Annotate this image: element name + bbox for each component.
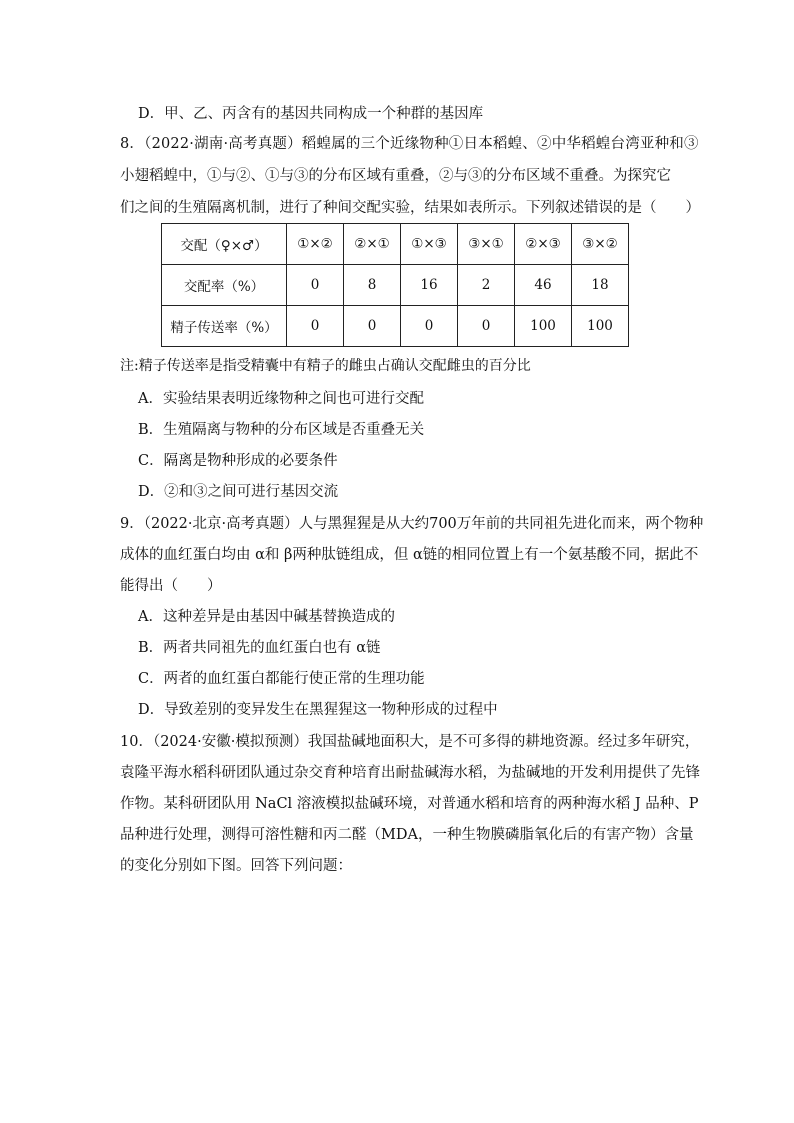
table-row-mating-rate bbox=[162, 265, 629, 306]
table-cell: 16 bbox=[401, 265, 458, 306]
table-column-header: ②×③ bbox=[515, 224, 572, 265]
q10-stem-line-4: 品种进行处理，测得可溶性糖和丙二醛（MDA，一种生物膜磷脂氧化后的有害产物）含量 bbox=[120, 827, 694, 843]
table-row-sperm-transfer-rate bbox=[162, 306, 629, 347]
q8-stem-line-3: 们之间的生殖隔离机制，进行了种间交配实验，结果如表所示。下列叙述错误的是（ ） bbox=[120, 200, 700, 216]
q8-stem-line-1: 8．（2022·湖南·高考真题）稻蝗属的三个近缘物种①日本稻蝗、②中华稻蝗台湾亚种和③ bbox=[120, 136, 699, 152]
q8-option-a: A．实验结果表明近缘物种之间也可进行交配 bbox=[138, 391, 424, 407]
q9-stem-line-3: 能得出（ ） bbox=[120, 578, 222, 594]
q9-option-d: D．导致差别的变异发生在黑猩猩这一物种形成的过程中 bbox=[138, 702, 498, 718]
q9-option-a: A．这种差异是由基因中碱基替换造成的 bbox=[138, 609, 395, 625]
table-cell: 0 bbox=[287, 265, 344, 306]
table-row-label: 交配率（%） bbox=[162, 265, 287, 306]
q10-stem-line-3: 作物。某科研团队用 NaCl 溶液模拟盐碱环境，对普通水稻和培育的两种海水稻 J 品种、P bbox=[120, 796, 699, 812]
table-header-label: 交配（♀×♂） bbox=[162, 224, 287, 265]
table-column-header: ③×② bbox=[572, 224, 629, 265]
q10-stem-line-5: 的变化分别如下图。回答下列问题： bbox=[120, 858, 352, 874]
table-cell: 0 bbox=[287, 306, 344, 347]
table-cell: 0 bbox=[401, 306, 458, 347]
q8-option-b: B．生殖隔离与物种的分布区域是否重叠无关 bbox=[138, 422, 425, 438]
table-column-header: ①×② bbox=[287, 224, 344, 265]
table-column-header: ③×① bbox=[458, 224, 515, 265]
table-cell: 8 bbox=[344, 265, 401, 306]
q8-option-d: D．②和③之间可进行基因交流 bbox=[138, 484, 339, 500]
q8-option-c: C．隔离是物种形成的必要条件 bbox=[138, 453, 338, 469]
table-column-header: ①×③ bbox=[401, 224, 458, 265]
q9-option-c: C．两者的血红蛋白都能行使正常的生理功能 bbox=[138, 671, 425, 687]
table-cell: 100 bbox=[515, 306, 572, 347]
table-cell: 100 bbox=[572, 306, 629, 347]
q10-stem-line-1: 10．（2024·安徽·模拟预测）我国盐碱地面积大，是不可多得的耕地资源。经过多年研究， bbox=[120, 734, 700, 750]
q8-stem-line-2: 小翅稻蝗中，①与②、①与③的分布区域有重叠，②与③的分布区域不重叠。为探究它 bbox=[120, 168, 671, 184]
q9-stem-line-1: 9．（2022·北京·高考真题）人与黑猩猩是从大约700万年前的共同祖先进化而来，两个物种 bbox=[120, 516, 704, 532]
table-cell: 0 bbox=[344, 306, 401, 347]
q10-stem-line-2: 袁隆平海水稻科研团队通过杂交育种培育出耐盐碱海水稻，为盐碱地的开发利用提供了先锋 bbox=[120, 765, 700, 781]
mating-results-table bbox=[161, 223, 629, 347]
q9-option-b: B．两者共同祖先的血红蛋白也有 α链 bbox=[138, 640, 381, 656]
table-cell: 46 bbox=[515, 265, 572, 306]
q9-stem-line-2: 成体的血红蛋白均由 α和 β两种肽链组成，但 α链的相同位置上有一个氨基酸不同，据此不 bbox=[120, 547, 699, 563]
table-cell: 2 bbox=[458, 265, 515, 306]
table-column-header: ②×① bbox=[344, 224, 401, 265]
table-cell: 0 bbox=[458, 306, 515, 347]
q8-table-note: 注:精子传送率是指受精囊中有精子的雌虫占确认交配雌虫的百分比 bbox=[120, 358, 531, 374]
table-header-row bbox=[162, 224, 629, 265]
q7-option-d: D．甲、乙、丙含有的基因共同构成一个种群的基因库 bbox=[138, 106, 484, 122]
table-row-label: 精子传送率（%） bbox=[162, 306, 287, 347]
table-cell: 18 bbox=[572, 265, 629, 306]
